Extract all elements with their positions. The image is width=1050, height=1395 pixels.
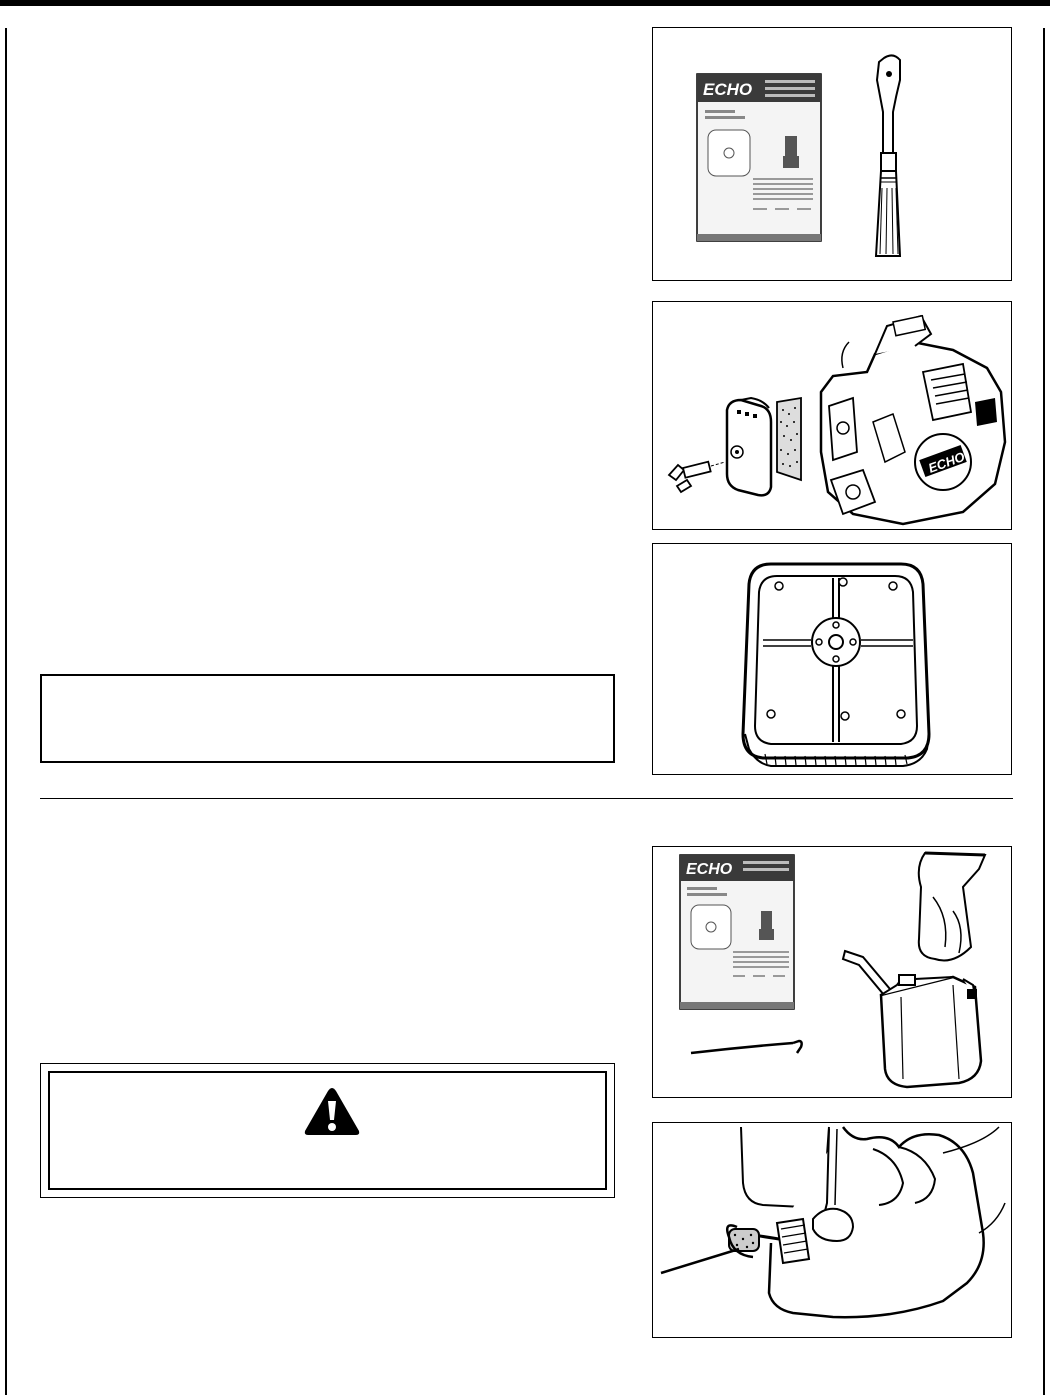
filter-element-icon: [777, 398, 801, 480]
parts-card-icon: [680, 855, 794, 1009]
right-margin-rule: [1043, 28, 1045, 1395]
fuel-filter-icon: [661, 1225, 779, 1273]
engine-brand-text: ECHO: [926, 448, 967, 476]
note-box: [40, 674, 615, 763]
paint-brush-icon: [876, 55, 900, 256]
wing-nut-icon: [669, 462, 725, 492]
figure-air-filter-kit: [652, 27, 1012, 281]
figure-air-filter-cover-inside: [652, 543, 1012, 775]
warning-box: [40, 1063, 615, 1198]
fuel-can-icon: [843, 951, 981, 1087]
wire-hook-icon: [691, 1041, 802, 1053]
warning-triangle-icon: [303, 1085, 361, 1137]
fuel-tank-icon: [741, 1127, 1005, 1317]
figure-engine-air-filter-exploded: [652, 301, 1012, 530]
figure-fuel-tank-filter-removal: [652, 1122, 1012, 1338]
left-margin-rule: [5, 28, 7, 1395]
section-divider: [40, 798, 1013, 799]
filter-cover-icon: [727, 398, 771, 495]
top-rule: [0, 0, 1050, 6]
figure-fuel-filter-kit: [652, 846, 1012, 1098]
rag-icon: [919, 853, 985, 961]
engine-icon: [821, 316, 1005, 524]
fuel-kit-brand-text: ECHO: [686, 861, 733, 878]
warning-box-inner: [48, 1071, 607, 1190]
filter-cover-icon: [743, 564, 929, 766]
parts-card-icon: [697, 74, 821, 241]
brand-logo-text: ECHO: [703, 80, 753, 99]
